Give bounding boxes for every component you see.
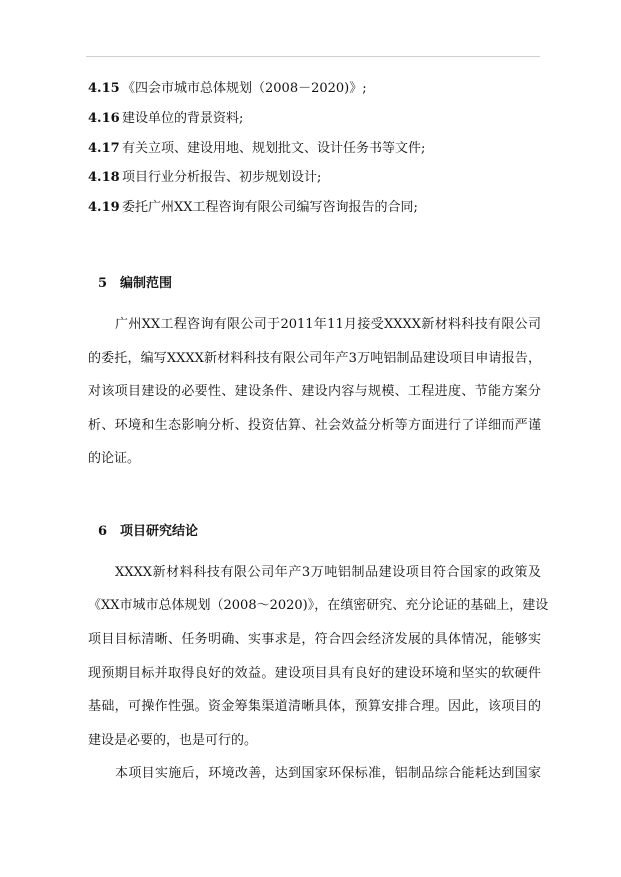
list-item (88, 111, 243, 127)
paragraph-line: 《XX市城市总体规划（2008～2020)》，在缜密研究、充分论证的基础上，建设 (88, 598, 549, 613)
list-item-text: 项目行业分析报告、初步规划设计; (122, 170, 322, 185)
paragraph-line: 建设是必要的，也是可行的。 (88, 733, 258, 748)
paragraph-line: 析、环境和生态影响分析、投资估算、社会效益分析等方面进行了详细而严谨 (88, 418, 541, 433)
list-item-text: 委托广州XX工程咨询有限公司编写咨询报告的合同; (122, 200, 418, 215)
section-heading-6 (98, 524, 198, 540)
list-item-text: 《四会市城市总体规划（2008－2020)》; (122, 81, 367, 96)
paragraph-line: XXXX新材料科技有限公司年产3万吨铝制品建设项目符合国家的政策及 (115, 565, 541, 580)
section-title: 项目研究结论 (120, 524, 199, 539)
list-item-text: 有关立项、建设用地、规划批文、设计任务书等文件; (122, 141, 426, 156)
section-heading-5 (98, 276, 172, 292)
list-item (88, 170, 321, 186)
section-title: 编制范围 (120, 276, 173, 291)
paragraph-line: 本项目实施后，环境改善，达到国家环保标准，铝制品综合能耗达到国家 (115, 766, 541, 781)
paragraph-line: 的论证。 (88, 451, 141, 466)
list-item (88, 81, 367, 97)
list-item-number: 4.18 (88, 170, 120, 185)
paragraph-line: 对该项目建设的必要性、建设条件、建设内容与规模、工程进度、节能方案分 (88, 384, 541, 399)
paragraph-line: 的委托，编写XXXX新材料科技有限公司年产3万吨铝制品建设项目申请报告， (88, 351, 541, 366)
page-top-rule (86, 56, 540, 57)
section-number: 5 (98, 276, 108, 291)
paragraph-line: 广州XX工程咨询有限公司于2011年11月接受XXXX新材料科技有限公司 (115, 317, 541, 332)
paragraph-line: 基础，可操作性强。资金筹集渠道清晰具体，预算安排合理。因此，该项目的 (88, 699, 541, 714)
list-item (88, 200, 418, 216)
list-item-number: 4.15 (88, 81, 120, 96)
section-number: 6 (98, 524, 108, 539)
list-item-text: 建设单位的背景资料; (122, 111, 244, 126)
list-item (88, 141, 425, 157)
list-item-number: 4.17 (88, 141, 120, 156)
paragraph-line: 项目目标清晰、任务明确、实事求是，符合四会经济发展的具体情况，能够实 (88, 632, 541, 647)
paragraph-line: 现预期目标并取得良好的效益。建设项目具有良好的建设环境和坚实的软硬件 (88, 666, 541, 681)
list-item-number: 4.16 (88, 111, 120, 126)
list-item-number: 4.19 (88, 200, 120, 215)
